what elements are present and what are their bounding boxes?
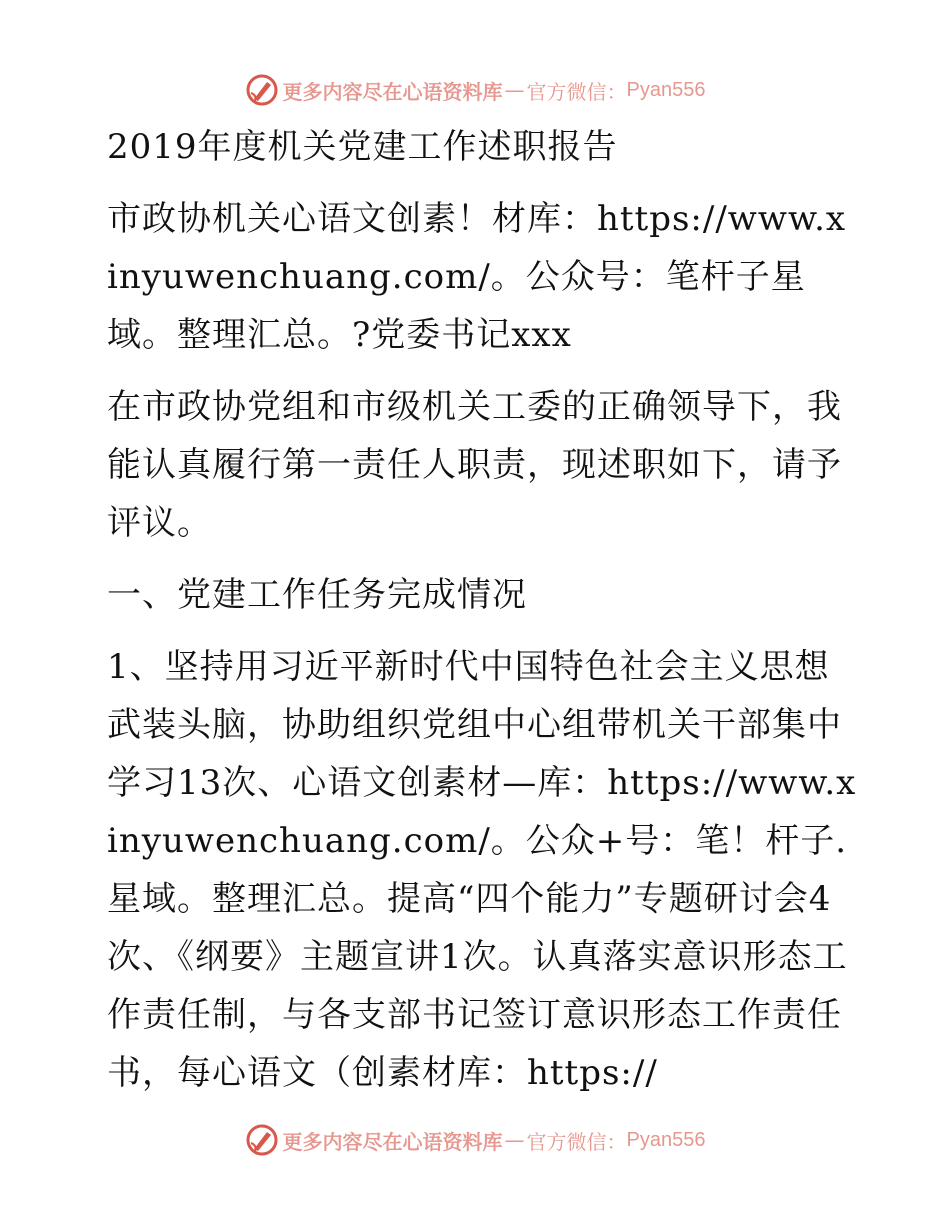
watermark-text: 更多内容尽在心语资料库 bbox=[282, 79, 503, 104]
preface-paragraph: 在市政协党组和市级机关工委的正确领导下，我能认真履行第一责任人职责，现述职如下，请予评议。 bbox=[107, 387, 842, 543]
watermark-wechat-label: 官方微信： bbox=[526, 1129, 627, 1154]
watermark-dash: — bbox=[504, 1128, 525, 1152]
document-title: 2019年度机关党建工作述职报告 bbox=[107, 127, 618, 167]
watermark-wechat-id: Pyan556 bbox=[626, 1128, 706, 1151]
quill-logo-icon bbox=[245, 1123, 279, 1157]
quill-logo-icon bbox=[245, 73, 279, 107]
document-body bbox=[97, 118, 857, 1102]
bottom-watermark bbox=[0, 1120, 950, 1160]
watermark-wechat-label: 官方微信： bbox=[526, 79, 627, 104]
watermark-dash: — bbox=[504, 78, 525, 102]
section-heading: 一、党建工作任务完成情况 bbox=[107, 575, 527, 615]
top-watermark bbox=[0, 70, 950, 110]
body-paragraph: 1、坚持用习近平新时代中国特色社会主义思想武装头脑，协助组织党组中心组带机关干部集中学习13次、心语文创素材—库：https://www.xinyuwenchuang.com/。公众+号：笔！杆子.星域。整理汇总。提高“四个能力”专题研讨会4次、《纲要》主题宣讲1次。认真落实意识形态工作责任制，与各支部书记签订意识形态工作责任书，每心语文（创素材库：https:// bbox=[107, 647, 857, 1093]
watermark-wechat-id: Pyan556 bbox=[626, 78, 706, 101]
watermark-text: 更多内容尽在心语资料库 bbox=[282, 1129, 503, 1154]
intro-paragraph: 市政协机关心语文创素！材库：https://www.xinyuwenchuang.com/。公众号：笔杆子星域。整理汇总。?党委书记xxx bbox=[107, 199, 847, 355]
